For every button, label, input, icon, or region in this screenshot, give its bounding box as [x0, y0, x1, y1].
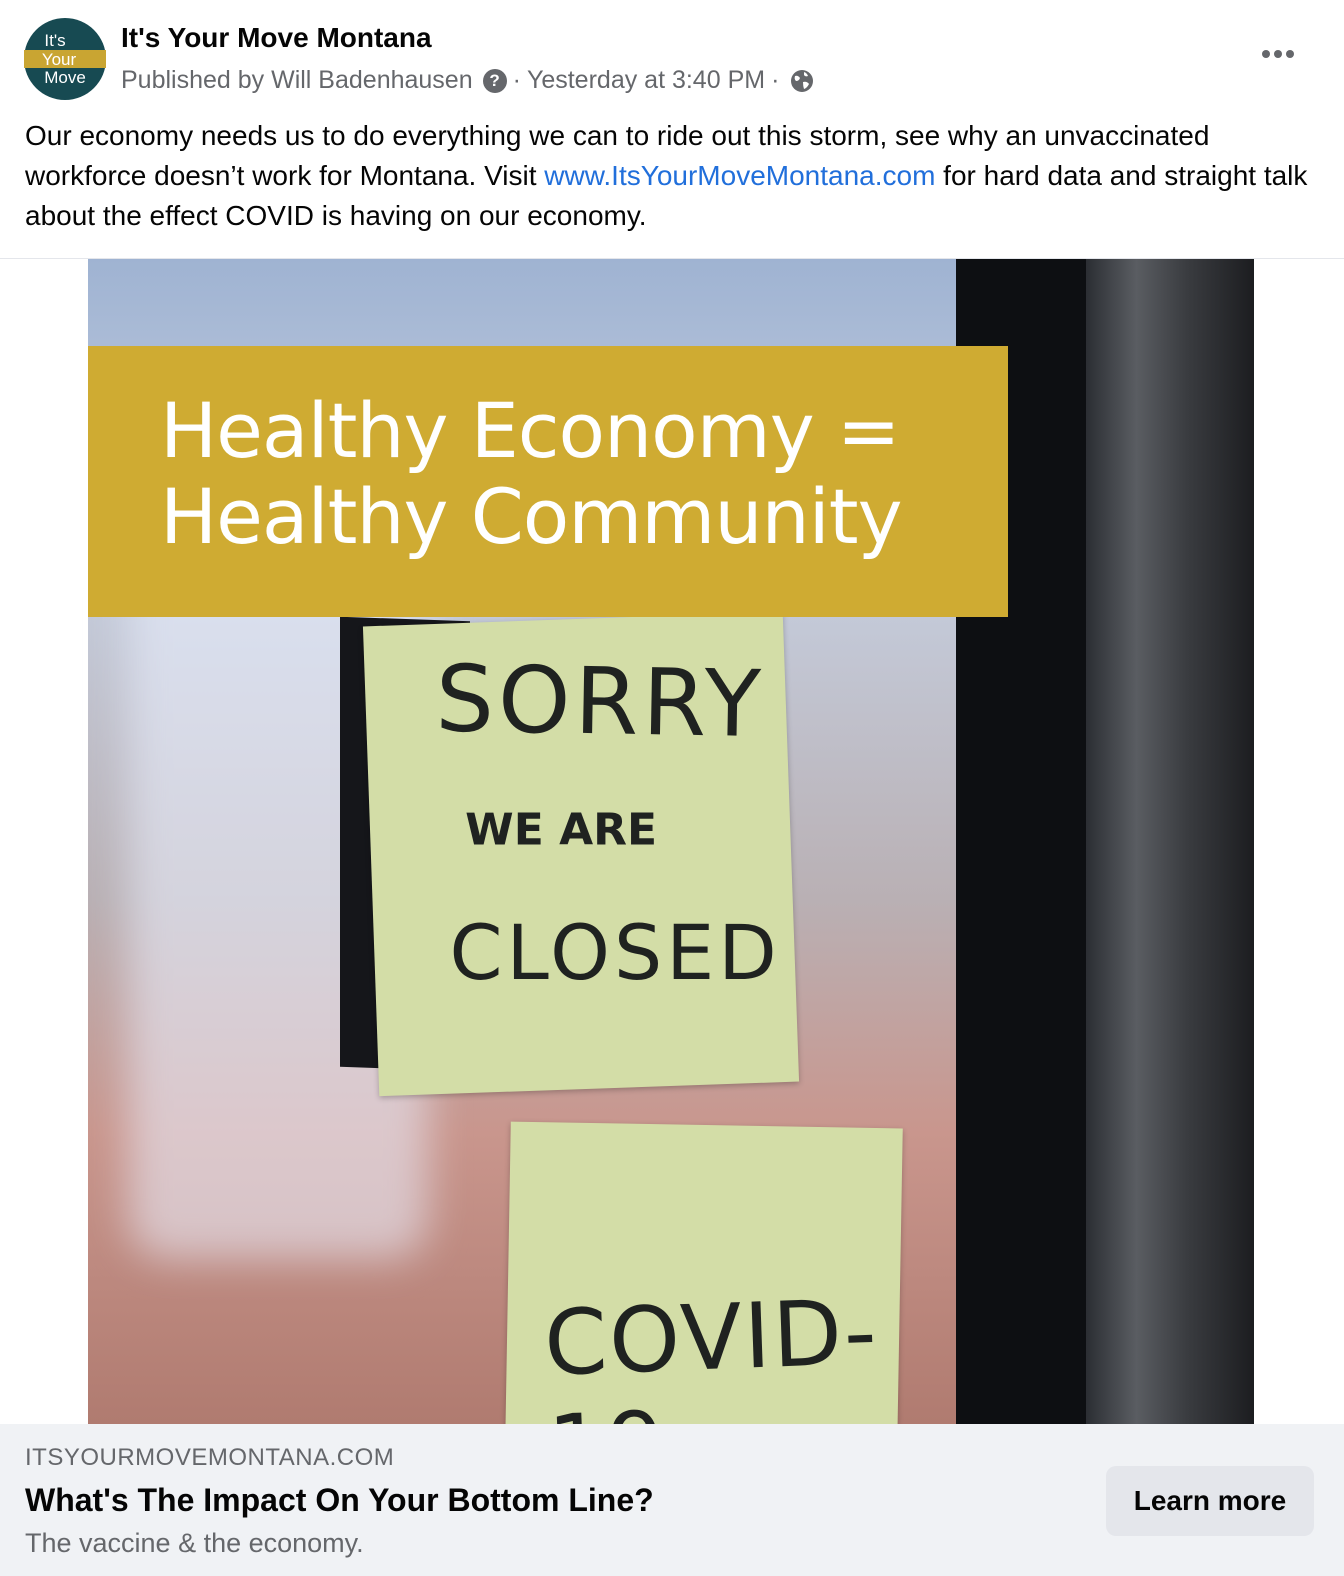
- headline-banner: [88, 346, 1008, 617]
- avatar-text-line1: It's: [44, 31, 66, 50]
- post-meta: [121, 66, 815, 95]
- post-text-before-link: Our economy needs us to do everything we can to ride out this storm, see why an unvaccinated workforce doesn’t work for Montana. Visit: [25, 120, 1210, 191]
- note-text-we-are: WE ARE: [465, 804, 658, 856]
- note-text-covid: COVID-19: [542, 1279, 881, 1397]
- more-options-icon: [1274, 50, 1282, 58]
- more-options-icon: [1286, 50, 1294, 58]
- headline-line1: Healthy Economy =: [160, 386, 900, 475]
- more-options-icon: [1262, 50, 1270, 58]
- link-title[interactable]: What's The Impact On Your Bottom Line?: [25, 1482, 654, 1518]
- note-text-closed: CLOSED: [449, 907, 781, 997]
- post-text-after-link: for hard data and straight talk about the effect COVID is having on our economy.: [25, 160, 1308, 231]
- sticky-note-closed: [363, 612, 799, 1096]
- headline-line2: Healthy Community: [160, 472, 902, 561]
- meta-separator: ·: [771, 66, 780, 94]
- link-preview-card[interactable]: [0, 1424, 1344, 1576]
- published-by: Published by Will Badenhausen: [121, 66, 473, 94]
- page-name-link[interactable]: It's Your Move Montana: [121, 22, 432, 53]
- learn-more-button[interactable]: Learn more: [1106, 1466, 1314, 1536]
- globe-icon[interactable]: [789, 68, 815, 94]
- avatar-text-line2: Your: [41, 50, 77, 69]
- meta-separator: ·: [512, 66, 521, 94]
- post-timestamp[interactable]: Yesterday at 3:40 PM: [526, 66, 766, 94]
- post-image[interactable]: [88, 259, 1254, 1424]
- window-frame-edge: [1086, 259, 1254, 1424]
- avatar-text-line3: Move: [44, 68, 86, 87]
- link-domain: ITSYOURMOVEMONTANA.COM: [25, 1444, 395, 1471]
- page-avatar[interactable]: [24, 18, 106, 100]
- help-icon[interactable]: ?: [483, 69, 507, 93]
- sticky-note-covid: [505, 1122, 903, 1449]
- post-header: [0, 0, 1344, 108]
- link-description: The vaccine & the economy.: [25, 1528, 364, 1558]
- note-text-sorry: SORRY: [434, 645, 766, 759]
- post-message: [25, 116, 1320, 236]
- post-website-link[interactable]: www.ItsYourMoveMontana.com: [544, 160, 936, 191]
- more-options-button[interactable]: [1258, 44, 1298, 68]
